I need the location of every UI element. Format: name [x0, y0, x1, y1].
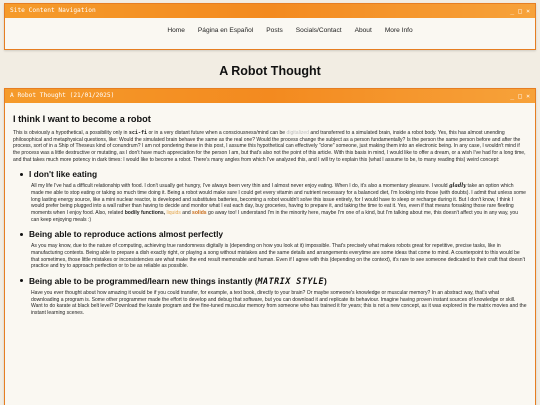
- nav-posts-link[interactable]: Posts: [266, 27, 283, 34]
- minimize-icon[interactable]: _: [510, 92, 515, 100]
- intro-text: and transferred to a simulated brain, inside a robot body. Yes, this has almost unending philosophical and metaphysical questions, like: Would the simulated brain behave the same as the real one? Would the process change the subject as a person fundamentally? Is the person the same person before and after the process, sort of in a Ship of Theseus kind of conundrum? I am not pondering these in this post, I assume this hypothetical can effectively "clone" someone, just making them into an electronic being. In any case, I wouldn't mind if the process was a little destructive or mutating, as I don't have much appreciation for the person I am, but that's also not the point of this article. With this basis in mind, I would like to offer a dream, or a wish I've had for a long time, and that takes much more potency in dark times: I would like to become a robot. There's many angles from which I've analyzed this, and I will try to explain this (what I assume to be, to many reading this) weird concept:: [13, 130, 526, 163]
- navigation-titlebar: [5, 4, 535, 18]
- navigation-window: [4, 3, 536, 50]
- bullet-icon: [20, 279, 23, 282]
- nav-more-info-link[interactable]: More Info: [384, 27, 413, 34]
- section-title-text: ): [324, 275, 327, 286]
- section-paragraph: [13, 183, 527, 223]
- nav-home-link[interactable]: Home: [167, 27, 185, 34]
- navigation-window-title: Site Content Navigation: [10, 7, 96, 14]
- post-window-title: A Robot Thought (21/01/2025): [10, 92, 115, 99]
- solids-styled-text: solids: [192, 209, 207, 216]
- section-heading: [20, 276, 527, 286]
- matrix-style-text: MATRIX STYLE: [257, 275, 325, 286]
- window-controls: [510, 89, 530, 103]
- post-content: [5, 103, 535, 316]
- nav-about-link[interactable]: About: [354, 27, 372, 34]
- site-nav: [5, 18, 535, 34]
- section-text: All my life I've had a difficult relationship with food. I don't usually get hungry, I've always been very thin and I almost never enjoy eating. When I do, it's also a momentary pleasure. I would: [31, 183, 450, 190]
- section-reproduce: [13, 229, 527, 270]
- section-heading: [20, 229, 527, 239]
- section-title: I don't like eating: [29, 169, 98, 180]
- intro-text: or in a very distant future when a consciousness/mind can be: [147, 130, 287, 136]
- bullet-icon: [20, 233, 23, 236]
- section-title: [29, 276, 327, 286]
- post-heading: I think I want to become a robot: [13, 114, 151, 124]
- window-controls: [510, 4, 530, 18]
- bullet-icon: [20, 173, 23, 176]
- maximize-icon[interactable]: □: [518, 92, 523, 100]
- page-title: A Robot Thought: [219, 64, 321, 78]
- bodily-functions-text: bodily functions,: [124, 209, 166, 216]
- section-text: take an option which made me able to stop eating or taking so much time doing it. Being a robot would make sure I could get every vitamin and nutrient necessary for a balanced diet, I'm looking into those (with doubts). I admit that unless some long lasting energy source, like a mini nuclear reactor, is developed and substitutes batteries, becoming a robot wouldn't solve this issue entirely, for I would have to sleep or recharge during it. But I don't know, I think I would prefer being plugged into a wall rather than having to decide and monitor what I eat each day, buy groceries, having to prepare it, and taking the time to eat it. Yes, even if that means forsaking those rare fleeting moments when I enjoy food. Also, related: [31, 183, 526, 216]
- post-titlebar: [5, 89, 535, 103]
- section-text: and: [180, 209, 193, 216]
- section-paragraph: As you may know, due to the nature of computing, achieving true randomness digitally is (depending on how you look at it) impossible. That's precisely what makes robots great for repetitive, precise tasks, like in manufacturing contexts. Being able to prepare a dish exactly right, or playing a song without mistakes and the same details and arrangements everytime are some ideas that come to mind. A counterpoint to this would be that sometimes, those little mistakes or inconsistencies are what make the end result memorable and human. Even if I agree with this (depending on the context), it's rare to see someone dedicated to their craft that doesn't practice and try to approach perfection or to be as reliable as possible.: [31, 243, 525, 270]
- section-title-text: Being able to be programmed/learn new things instantly (: [29, 275, 258, 286]
- intro-paragraph: [13, 130, 527, 163]
- close-icon[interactable]: ×: [526, 7, 530, 15]
- intro-text: This is obviously a hypothetical, a possibility only in: [13, 130, 129, 136]
- minimize-icon[interactable]: _: [510, 7, 515, 15]
- section-title: Being able to reproduce actions almost perfectly: [29, 229, 224, 240]
- section-paragraph: Have you ever thought about how amazing it would be if you could transfer, for example, a text book, directly to your brain? Or maybe someone's knowledge or muscular memory? In an abstract way, that's what downloading a program is. Some other programmer made the effort to develop and debug that software, but you can download it and replicate its behaviour. Imagine having proven instant sources of knowledge or skill. Want to do karate at black belt level? Download the karate program and the fine-tuned muscular memory from someone who has trained it for years; this is not a new concept, as it was explored in the matrix movies and the instant learning scenes.: [31, 289, 527, 316]
- section-heading: [20, 169, 527, 179]
- nav-spanish-link[interactable]: Página en Español: [197, 27, 254, 34]
- maximize-icon[interactable]: □: [518, 7, 523, 15]
- section-programmed: [13, 276, 527, 317]
- section-eating: [13, 169, 527, 223]
- liquids-styled-text: liquids: [166, 209, 181, 216]
- section-text: go away too! I understand I'm in the minority here, maybe I'm one of a kind, but I'm talking about me, this doesn't affect you in any way, you can keep enjoying meals :): [31, 209, 519, 223]
- close-icon[interactable]: ×: [526, 92, 530, 100]
- post-window: [4, 88, 536, 405]
- scifi-styled-text: sci-fi: [128, 130, 148, 136]
- nav-socials-link[interactable]: Socials/Contact: [295, 27, 342, 34]
- digitalized-styled-text: digitalized: [286, 130, 309, 136]
- gladly-styled-text: gladly: [449, 183, 467, 190]
